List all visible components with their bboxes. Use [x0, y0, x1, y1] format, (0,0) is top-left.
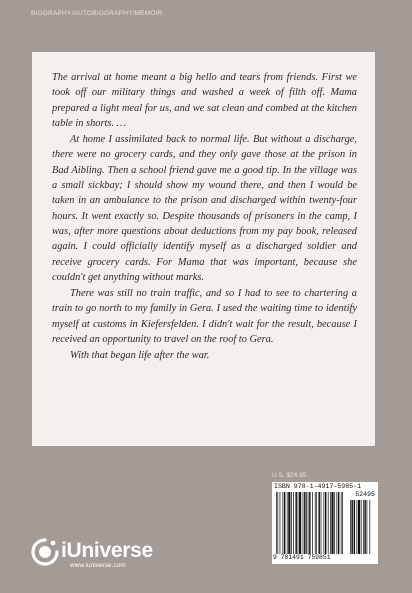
barcode-bar	[364, 500, 365, 554]
blurb-paragraph: There was still no train traffic, and so I had to see to chartering a train to go north to my family in Gera. I used the waiting time to identify myself at customs in Kiefersfelden. I didn't wait for the result, because I received an opportunity to travel on the roof to Gera.	[52, 288, 357, 346]
barcode-bar	[354, 500, 355, 554]
barcode-bar	[312, 492, 313, 554]
barcode-bar	[293, 492, 294, 554]
barcode-bar	[291, 492, 292, 554]
barcode-bar	[287, 492, 288, 554]
price-code: 52495	[355, 491, 375, 498]
iuniverse-logo-icon	[30, 537, 60, 567]
barcode-bar	[284, 492, 285, 554]
barcode-bar	[369, 500, 370, 554]
barcode-bar	[356, 500, 357, 554]
genre-label: BIOGRAPHY/AUTOBIOGRAPHY/MEMOIR	[31, 10, 163, 17]
barcode-bar	[316, 492, 317, 554]
barcode-bar	[361, 500, 362, 554]
publisher-name: iUniverse	[61, 539, 153, 562]
barcode-bar	[306, 492, 307, 554]
isbn-text: ISBN 978-1-4917-5985-1	[274, 483, 362, 490]
blurb-paragraph: The arrival at home meant a big hello and tears from friends. First we took off our military things and washed a week of filth off. Mama prepared a light meal for us, and we sat clean and combed at the kitchen table in shorts. …	[52, 72, 357, 129]
blurb-paragraph: At home I assimilated back to normal life. But without a discharge, there were no grocery cards, and they only gave those at the prison in Bad Aibling. Then a school friend gave me a good tip. In the village was a small sickbay; I should show my wound there, and then I would be taken in an ambulance to the prison and discharged within twenty-four hours. It went exactly so. Despite thousands of prisoners in the camp, I was, after more questions about deductions from my pay book, released again. I could officially identify myself as a discharged soldier and receive grocery cards. For Mama that was important, because she couldn't get anything without marks.	[52, 134, 357, 283]
barcode-bar	[304, 492, 305, 554]
publisher-logo	[30, 537, 180, 571]
barcode-bar	[367, 500, 368, 554]
barcode-bar	[303, 492, 304, 554]
blurb-panel	[32, 52, 375, 446]
barcode-bar	[298, 492, 299, 554]
blurb-paragraph: With that began life after the war.	[70, 350, 210, 362]
barcode-bar	[299, 492, 301, 554]
price-label: U.S. $24.95	[272, 472, 307, 479]
barcode-bar	[309, 492, 310, 554]
barcode-number: 9 781491 759851	[273, 554, 331, 561]
barcode-bar	[331, 492, 333, 554]
isbn-barcode	[272, 482, 378, 564]
barcode-bar	[363, 500, 364, 554]
barcode-bar	[315, 492, 316, 554]
barcode-bar	[350, 500, 351, 554]
barcode-bar	[324, 492, 325, 554]
barcode-bar	[276, 492, 277, 554]
barcode-bar	[342, 492, 343, 554]
barcode-bar	[295, 492, 296, 554]
barcode-bar	[341, 492, 342, 554]
barcode-bar	[328, 492, 329, 554]
barcode-bar	[277, 492, 278, 554]
barcode-bar	[351, 500, 352, 554]
barcode-bar	[280, 492, 281, 554]
publisher-url: www.iuniverse.com	[70, 562, 126, 569]
barcode-bar	[336, 492, 337, 554]
barcode-bar	[308, 492, 309, 554]
barcode-bar	[338, 492, 339, 554]
barcode-bar	[330, 492, 331, 554]
barcode-bar	[334, 492, 335, 554]
barcode-bar	[358, 500, 360, 554]
addon-barcode-bars	[350, 500, 374, 554]
barcode-bars	[276, 492, 348, 554]
barcode-bar	[325, 492, 326, 554]
barcode-bar	[321, 492, 322, 554]
barcode-bar	[288, 492, 290, 554]
barcode-bar	[318, 492, 319, 554]
barcode-bar	[282, 492, 283, 554]
